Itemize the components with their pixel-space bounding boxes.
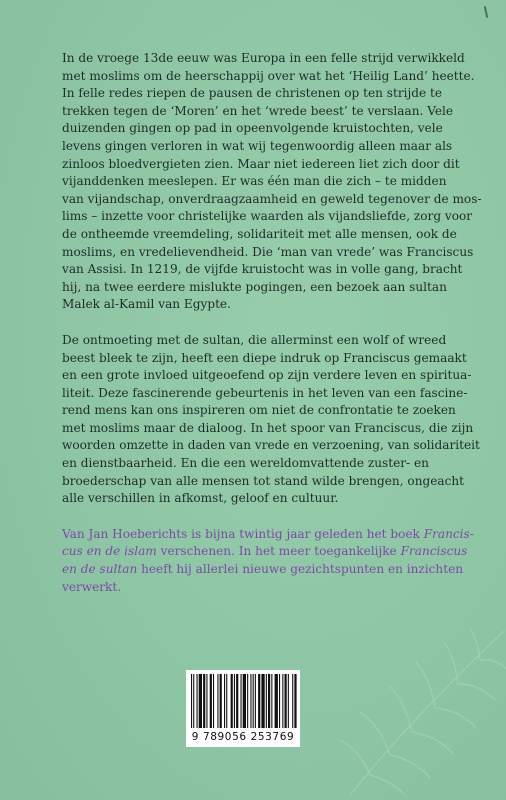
text-line: broederschap van alle mensen tot stand wilde brengen, ongeacht: [62, 473, 465, 488]
text-line: De ontmoeting met de sultan, die allerminst een wolf of wreed: [62, 332, 447, 347]
barcode-bar: [236, 674, 238, 728]
text-line: [62, 526, 474, 544]
barcode-bar: [224, 674, 225, 728]
barcode-bar: [266, 674, 267, 728]
barcode-bar: [294, 674, 296, 728]
barcode-bar: [255, 674, 256, 728]
barcode-bar: [231, 674, 233, 728]
text-line: In de vroege 13de eeuw was Europa in een felle strijd verwikkeld: [62, 51, 465, 65]
text-line: lims – inzette voor christelijke waarden als vijandsliefde, zorg voor: [62, 209, 473, 224]
blurb-paragraph-2: [62, 332, 480, 508]
text-line: van Assisi. In 1219, de vijfde kruistocht was in volle gang, bracht: [62, 262, 463, 277]
text-line: duizenden gingen op pad in opeenvolgende kruistochten, vele: [62, 121, 443, 136]
barcode-bar: [292, 674, 293, 728]
blurb: [62, 50, 482, 614]
barcode-bar: [193, 674, 194, 728]
barcode-bar: [234, 674, 235, 728]
text-line: In felle redes riepen de pausen de christenen op ten strijde te: [62, 86, 442, 101]
barcode-bar: [203, 674, 205, 728]
isbn-number: 9 789056 253769: [191, 731, 295, 743]
text-run: verschenen. In het meer toegankelijke: [156, 544, 401, 559]
barcode-bar: [199, 674, 202, 728]
barcode-bars: [186, 670, 300, 730]
text-line: de ontheemde vreemdeling, solidariteit met alle mensen, ook de: [62, 226, 457, 241]
barcode-bar: [217, 674, 218, 728]
text-line: beest bleek te zijn, heeft een diepe indruk op Franciscus gemaakt: [62, 350, 467, 365]
barcode-bar: [241, 674, 242, 728]
text-line: met moslims maar de dialoog. In het spoor van Franciscus, die zijn: [62, 420, 474, 435]
text-line: verwerkt.: [62, 579, 122, 594]
text-line: woorden omzette in daden van vrede en verzoening, van solidariteit: [62, 438, 480, 453]
barcode-bar: [271, 674, 272, 728]
book-title-italic: Francis-: [423, 526, 474, 541]
barcode-bar: [226, 674, 227, 728]
barcode-bar: [258, 674, 260, 728]
barcode: [186, 670, 300, 747]
text-line: en een grote invloed uitgeoefend op zijn verdere leven en spiritua-: [62, 368, 472, 383]
text-line: zinloos bloedvergieten zien. Maar niet iedereen liet zich door dit: [62, 156, 460, 171]
barcode-bar: [206, 674, 207, 728]
barcode-bar: [253, 674, 254, 728]
text-line: Malek al-Kamil van Egypte.: [62, 297, 231, 312]
text-line: hij, na twee eerdere mislukte pogingen, een bezoek aan sultan: [62, 279, 447, 294]
text-line: en dienstbaarheid. En die een wereldomvattende zuster- en: [62, 456, 429, 471]
text-line: vijanddenken meeslepen. Er was één man die zich – te midden: [62, 174, 447, 189]
barcode-bar: [191, 674, 192, 728]
barcode-bar: [197, 674, 198, 728]
barcode-bar: [268, 674, 270, 728]
barcode-bar: [210, 674, 212, 728]
barcode-bar: [282, 674, 283, 728]
barcode-bar: [288, 674, 289, 728]
barcode-bar: [213, 674, 214, 728]
barcode-bar: [275, 674, 278, 728]
text-line: alle verschillen in afkomst, geloof en cultuur.: [62, 491, 339, 506]
blurb-paragraph-1: [62, 50, 482, 314]
text-line: [62, 561, 474, 579]
book-title-italic: Franciscus: [400, 544, 468, 559]
fern-illustration: [330, 600, 506, 800]
barcode-bar: [261, 674, 264, 728]
text-line: levens gingen verloren in wat wij tegenwoordig alleen maar als: [62, 138, 453, 153]
text-run: heeft hij allerlei nieuwe gezichtspunten en inzichten: [137, 562, 464, 577]
barcode-bar: [250, 674, 251, 728]
book-title-italic: en de sultan: [62, 562, 138, 577]
barcode-bar: [285, 674, 287, 728]
text-line: [62, 543, 474, 561]
author-note-paragraph: [62, 526, 474, 596]
text-line: moslims, en vredelievendheid. Die ‘man van vrede’ was Franciscus: [62, 244, 474, 259]
text-line: rend mens kan ons inspireren om niet de confrontatie te zoeken: [62, 403, 456, 418]
text-line: van vijandschap, onverdraagzaamheid en geweld tegenover de mos-: [62, 191, 482, 206]
barcode-bar: [247, 674, 248, 728]
text-line: met moslims om de heerschappij over wat het ‘Heilig Land’ heette.: [62, 68, 475, 83]
barcode-bar: [279, 674, 280, 728]
text-line: liteit. Deze fascinerende gebeurtenis in het leven van een fascine-: [62, 385, 468, 400]
book-title-italic: cus en de islam: [62, 544, 157, 559]
text-line: trekken tegen de ‘Moren’ en het ‘wrede beest’ te verslaan. Vele: [62, 103, 453, 118]
barcode-bar: [220, 674, 222, 728]
barcode-bar: [243, 674, 246, 728]
text-run: Van Jan Hoeberichts is bijna twintig jaar geleden het boek: [62, 526, 424, 541]
corner-mark: [484, 6, 488, 18]
